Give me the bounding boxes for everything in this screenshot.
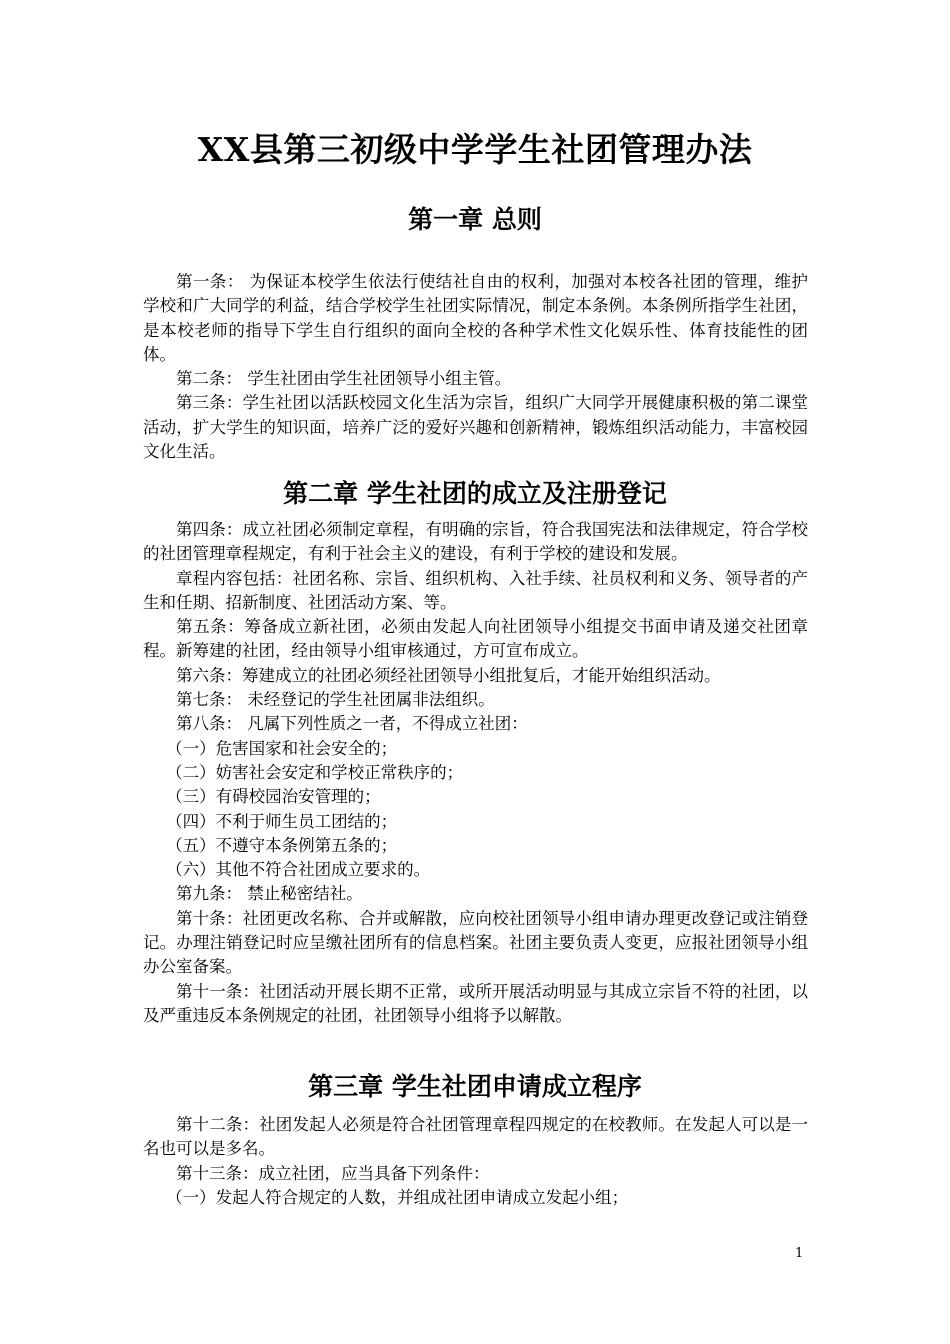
- list-item: （二）妨害社会安定和学校正常秩序的；: [166, 762, 464, 782]
- list-item: （一）发起人符合规定的人数，并组成社团申请成立发起小组；: [166, 1187, 629, 1207]
- chapter-3-body: [143, 1113, 808, 1210]
- list-item: （四）不利于师生员工团结的；: [166, 811, 398, 831]
- list-item: （六）其他不符合社团成立要求的。: [166, 860, 431, 880]
- article-11: 第十一条：社团活动开展长期不正常，或所开展活动明显与其成立宗旨不符的社团，以及严重违反本条例规定的社团，社团领导小组将予以解散。: [143, 981, 808, 1025]
- article-3: 第三条：学生社团以活跃校园文化生活为宗旨，组织广大同学开展健康积极的第二课堂活动，扩大学生的知识面，培养广泛的爱好兴趣和创新精神，锻炼组织活动能力，丰富校园文化生活。: [143, 393, 808, 462]
- charter-contents: 章程内容包括：社团名称、宗旨、组织机构、入社手续、社员权利和义务、领导者的产生和任期、招新制度、社团活动方案、等。: [143, 568, 808, 612]
- chapter-heading-3: 第三章 学生社团申请成立程序: [308, 1072, 642, 1101]
- article-12: 第十二条：社团发起人必须是符合社团管理章程四规定的在校教师。在发起人可以是一名也可以是多名。: [143, 1115, 808, 1159]
- article-4: 第四条：成立社团必须制定章程，有明确的宗旨，符合我国宪法和法律规定，符合学校的社团管理章程规定，有利于社会主义的建设，有利于学校的建设和发展。: [143, 520, 808, 564]
- list-item: （一）危害国家和社会安全的；: [166, 738, 398, 758]
- article-10: 第十条：社团更改名称、合并或解散，应向校社团领导小组申请办理更改登记或注销登记。办理注销登记时应呈缴社团所有的信息档案。社团主要负责人变更，应报社团领导小组办公室备案。: [143, 908, 808, 977]
- article-13: 第十三条：成立社团，应当具备下列条件：: [176, 1163, 490, 1183]
- article-8: 第八条： 凡属下列性质之一者，不得成立社团：: [176, 714, 528, 734]
- page-number: 1: [795, 1246, 804, 1261]
- article-5: 第五条：筹备成立新社团，必须由发起人向社团领导小组提交书面申请及递交社团章程。新筹建的社团，经由领导小组审核通过，方可宣布成立。: [143, 617, 808, 661]
- chapter-heading-1: 第一章 总则: [408, 205, 542, 234]
- article-7: 第七条： 未经登记的学生社团属非法组织。: [176, 690, 495, 710]
- list-item: （五）不遵守本条例第五条的；: [166, 835, 398, 855]
- list-item: （三）有碍校园治安管理的；: [166, 787, 381, 807]
- article-9: 第九条： 禁止秘密结社。: [176, 884, 363, 904]
- article-6: 第六条：筹建成立的社团必须经社团领导小组批复后，才能开始组织活动。: [176, 665, 721, 685]
- article-2: 第二条： 学生社团由学生社团领导小组主管。: [176, 369, 512, 389]
- chapter-2-body: [143, 518, 808, 1028]
- chapter-heading-2: 第二章 学生社团的成立及注册登记: [283, 479, 667, 508]
- chapter-1-body: [143, 270, 808, 464]
- document-title: XX县第三初级中学学生社团管理办法: [197, 130, 753, 169]
- article-1: 第一条： 为保证本校学生依法行使结社自由的权利，加强对本校各社团的管理，维护学校和广大同学的利益，结合学校学生社团实际情况，制定本条例。本条例所指学生社团，是本校老师的指导下学生自行组织的面向全校的各种学术性文化娱乐性、体育技能性的团体。: [143, 272, 808, 364]
